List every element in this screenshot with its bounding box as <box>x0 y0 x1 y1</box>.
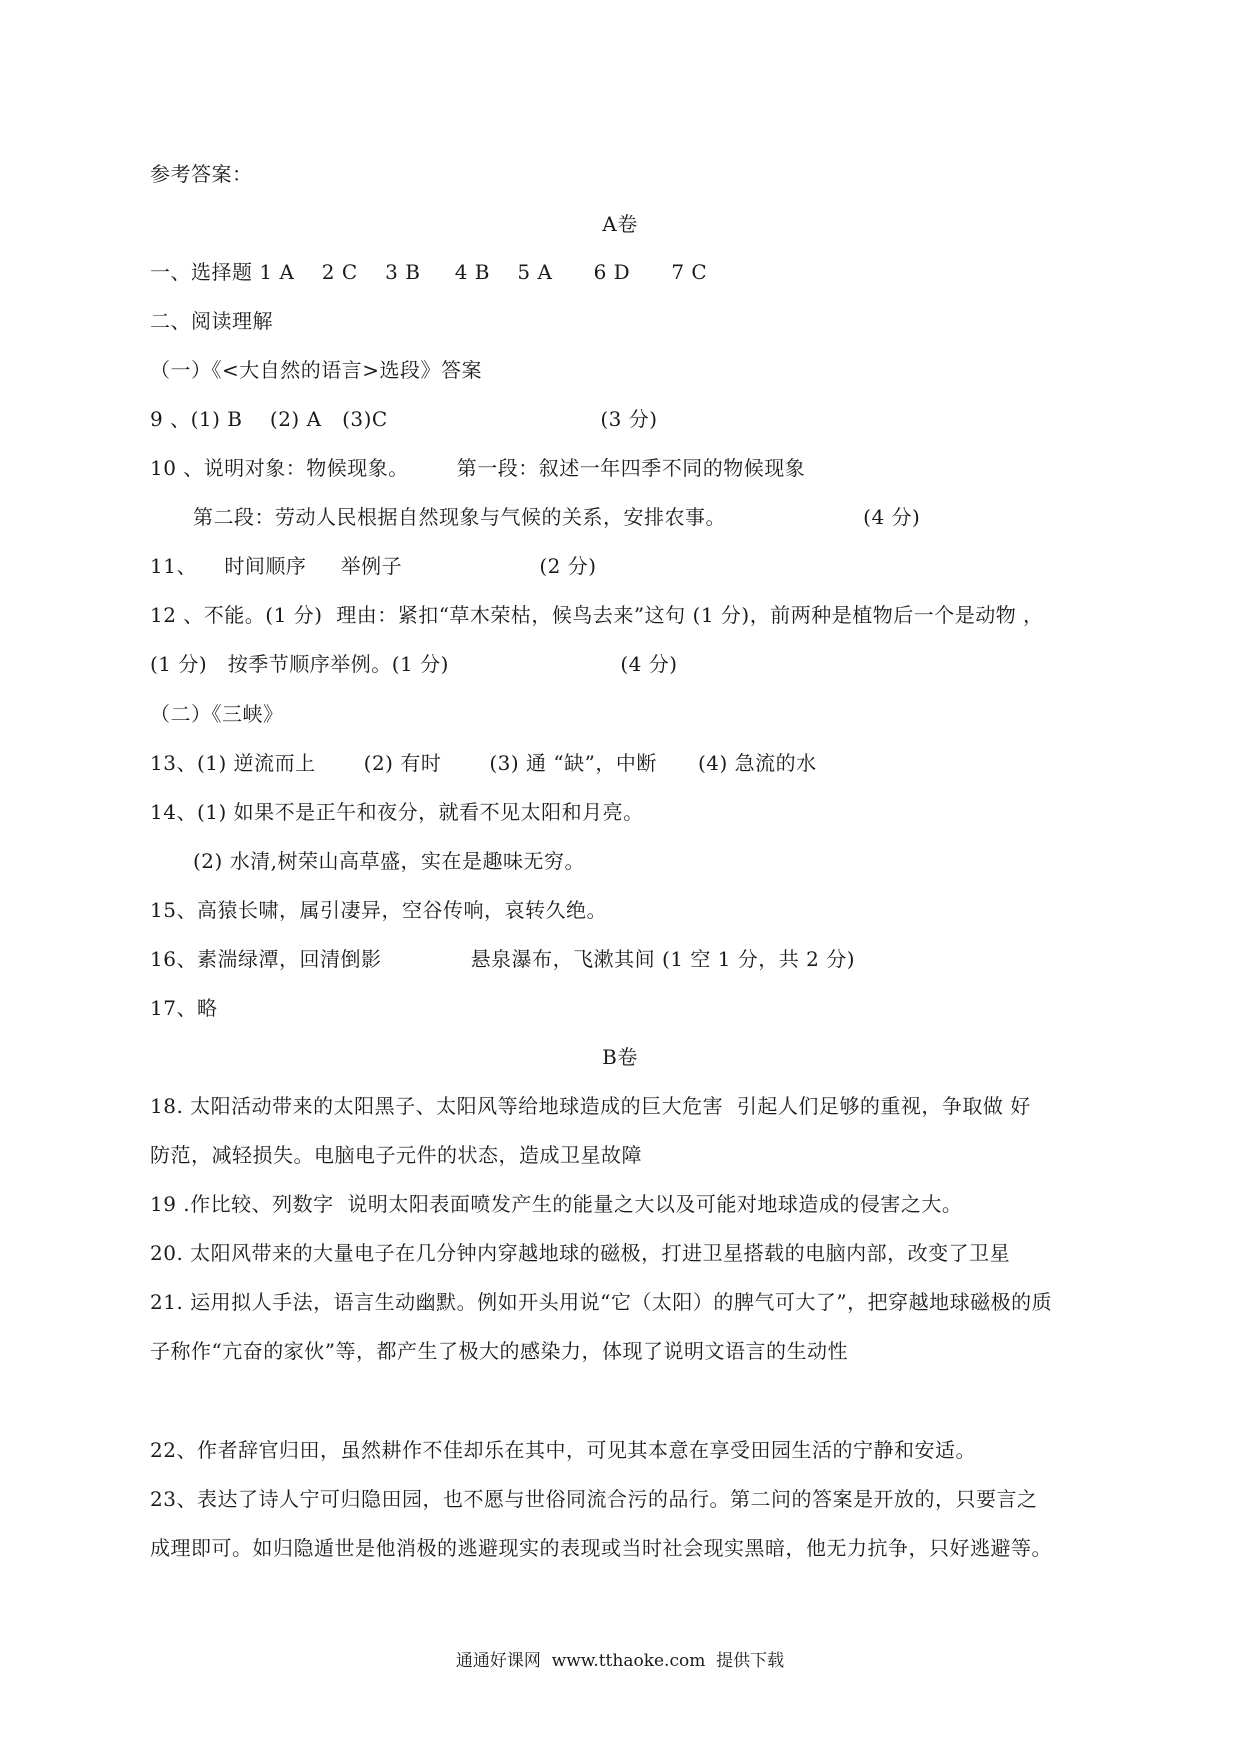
section-b-title: B卷 <box>602 1045 638 1069</box>
section-a-title: A卷 <box>602 212 638 236</box>
answer-line: 19 .作比较、列数字 说明太阳表面喷发产生的能量之大以及可能对地球造成的侵害之大。 <box>150 1192 963 1216</box>
answer-line: （二）《三峡》 <box>150 702 284 726</box>
answer-line: （一）《<大自然的语言>选段》答案 <box>150 358 483 382</box>
answer-line: 一、选择题 1 A 2 C 3 B 4 B 5 A 6 D 7 C <box>150 260 708 284</box>
answer-line: (1 分) 按季节顺序举例。(1 分) (4 分) <box>150 652 678 676</box>
answer-line: 22、作者辞官归田，虽然耕作不佳却乐在其中，可见其本意在享受田园生活的宁静和安适。 <box>150 1438 976 1462</box>
answer-line: 20. 太阳风带来的大量电子在几分钟内穿越地球的磁极，打进卫星搭载的电脑内部，改变了卫星 <box>150 1241 1011 1265</box>
answer-line: 10 、说明对象：物候现象。 第一段：叙述一年四季不同的物候现象 <box>150 456 806 480</box>
answer-line: 17、略 <box>150 996 218 1020</box>
page-footer: 通通好课网 www.tthaoke.com 提供下载 <box>455 1651 785 1671</box>
answer-line: 13、(1) 逆流而上 (2) 有时 (3) 通 “缺”，中断 (4) 急流的水 <box>150 751 817 775</box>
answer-line: 第二段：劳动人民根据自然现象与气候的关系，安排农事。 (4 分) <box>193 505 921 529</box>
answer-line: 14、(1) 如果不是正午和夜分，就看不见太阳和月亮。 <box>150 800 644 824</box>
answer-line: 9 、(1) B (2) A (3)C (3 分) <box>150 407 658 431</box>
answer-line: 子称作“亢奋的家伙”等，都产生了极大的感染力，体现了说明文语言的生动性 <box>150 1339 848 1363</box>
answer-line: 11、 时间顺序 举例子 (2 分) <box>150 554 597 578</box>
answer-line: (2) 水清,树荣山高草盛，实在是趣味无穷。 <box>193 849 586 873</box>
answer-line: 16、素湍绿潭，回清倒影 悬泉瀑布，飞漱其间 (1 空 1 分，共 2 分) <box>150 947 856 971</box>
answer-line: 二、阅读理解 <box>150 309 273 333</box>
answer-line: 23、表达了诗人宁可归隐田园，也不愿与世俗同流合污的品行。第二问的答案是开放的，只要言之 <box>150 1487 1038 1511</box>
answer-line: 防范，减轻损失。电脑电子元件的状态，造成卫星故障 <box>150 1143 642 1167</box>
page-heading: 参考答案： <box>150 162 253 186</box>
answer-line: 15、高猿长啸，属引凄异，空谷传响，哀转久绝。 <box>150 898 607 922</box>
answer-line: 18. 太阳活动带来的太阳黑子、太阳风等给地球造成的巨大危害 引起人们足够的重视，争取做 好 <box>150 1094 1031 1118</box>
answer-line: 21. 运用拟人手法，语言生动幽默。例如开头用说“它（太阳）的脾气可大了”，把穿越地球磁极的质 <box>150 1290 1053 1314</box>
answer-line: 成理即可。如归隐遁世是他消极的逃避现实的表现或当时社会现实黑暗，他无力抗争，只好逃避等。 <box>150 1536 1052 1560</box>
answer-line: 12 、不能。(1 分) 理由：紧扣“草木荣枯，候鸟去来”这句 (1 分)，前两种是植物后一个是动物 ， <box>150 603 1044 627</box>
